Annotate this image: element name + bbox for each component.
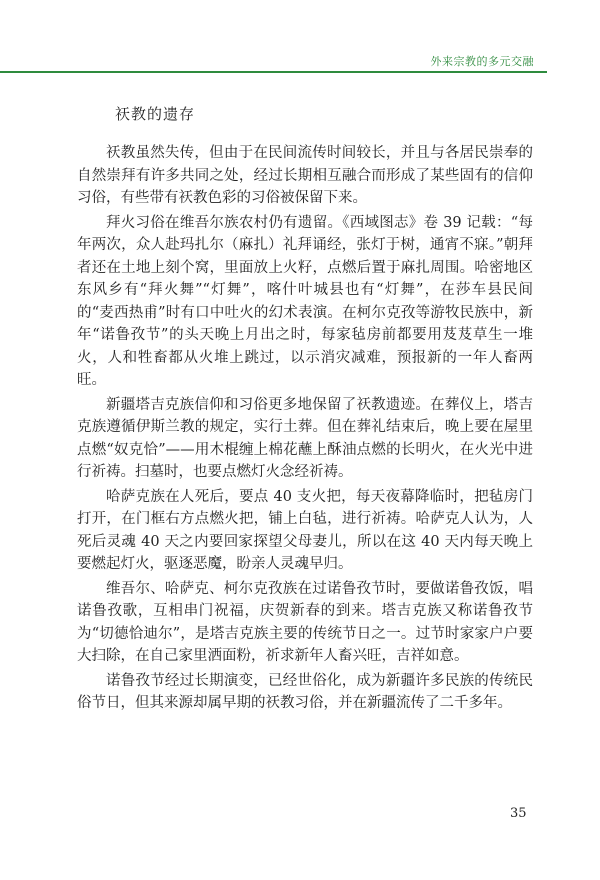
paragraph: 拜火习俗在维吾尔族农村仍有遗留。《西域图志》卷 39 记载：“每年两次，众人赴玛扎尔（麻扎）礼拜诵经，张灯于树，通宵不寐。”朝拜者还在土地上刻个窝，里面放上火籽，点燃后置于麻扎周围。哈密地区东风乡有“拜火舞”“灯舞”，喀什叶城县也有“灯舞”，在莎车县民间的“麦西热甫”时有口中吐火的幻术表演。在柯尔克孜等游牧民族中，新年“诺鲁孜节”的头天晚上月出之时，每家毡房前都要用芨芨草生一堆火，人和牲畜都从火堆上跳过，以示消灾减难，预报新的一年人畜两旺。 <box>77 214 533 388</box>
paragraph: 哈萨克族在人死后，要点 40 支火把，每天夜幕降临时，把毡房门打开，在门框右方点燃火把，铺上白毡，进行祈祷。哈萨克人认为，人死后灵魂 40 天之内要回家探望父母妻儿，所以在这 40 天内每天晚上要燃起灯火，驱逐恶魔，盼亲人灵魂早归。 <box>77 488 533 572</box>
paragraph: 祆教虽然失传，但由于在民间流传时间较长，并且与各居民崇奉的自然崇拜有许多共同之处，经过长期相互融合而形成了某些固有的信仰习俗，有些带有祆教色彩的习俗被保留下来。 <box>77 145 533 206</box>
body-text <box>77 142 533 717</box>
paragraph: 维吾尔、哈萨克、柯尔克孜族在过诺鲁孜节时，要做诺鲁孜饭，唱诺鲁孜歌，互相串门祝福，庆贺新春的到来。塔吉克族又称诺鲁孜节为“切德恰迪尔”，是塔吉克族主要的传统节日之一。过节时家家户户要大扫除，在自己家里洒面粉，祈求新年人畜兴旺，吉祥如意。 <box>77 580 533 664</box>
section-heading: 祆教的遗存 <box>115 105 196 123</box>
page-number: 35 <box>510 806 527 821</box>
header-rule <box>0 71 547 73</box>
paragraph: 新疆塔吉克族信仰和习俗更多地保留了祆教遗迹。在葬仪上，塔吉克族遵循伊斯兰教的规定，实行土葬。但在葬礼结束后，晚上要在屋里点燃“奴克恰”——用木棍缠上棉花蘸上酥油点燃的长明火，在火光中进行祈祷。扫墓时，也要点燃灯火念经祈祷。 <box>77 396 533 480</box>
running-header-title: 外来宗教的多元交融 <box>430 55 534 68</box>
paragraph: 诺鲁孜节经过长期演变，已经世俗化，成为新疆许多民族的传统民俗节日，但其来源却属早期的祆教习俗，并在新疆流传了二千多年。 <box>77 672 533 711</box>
